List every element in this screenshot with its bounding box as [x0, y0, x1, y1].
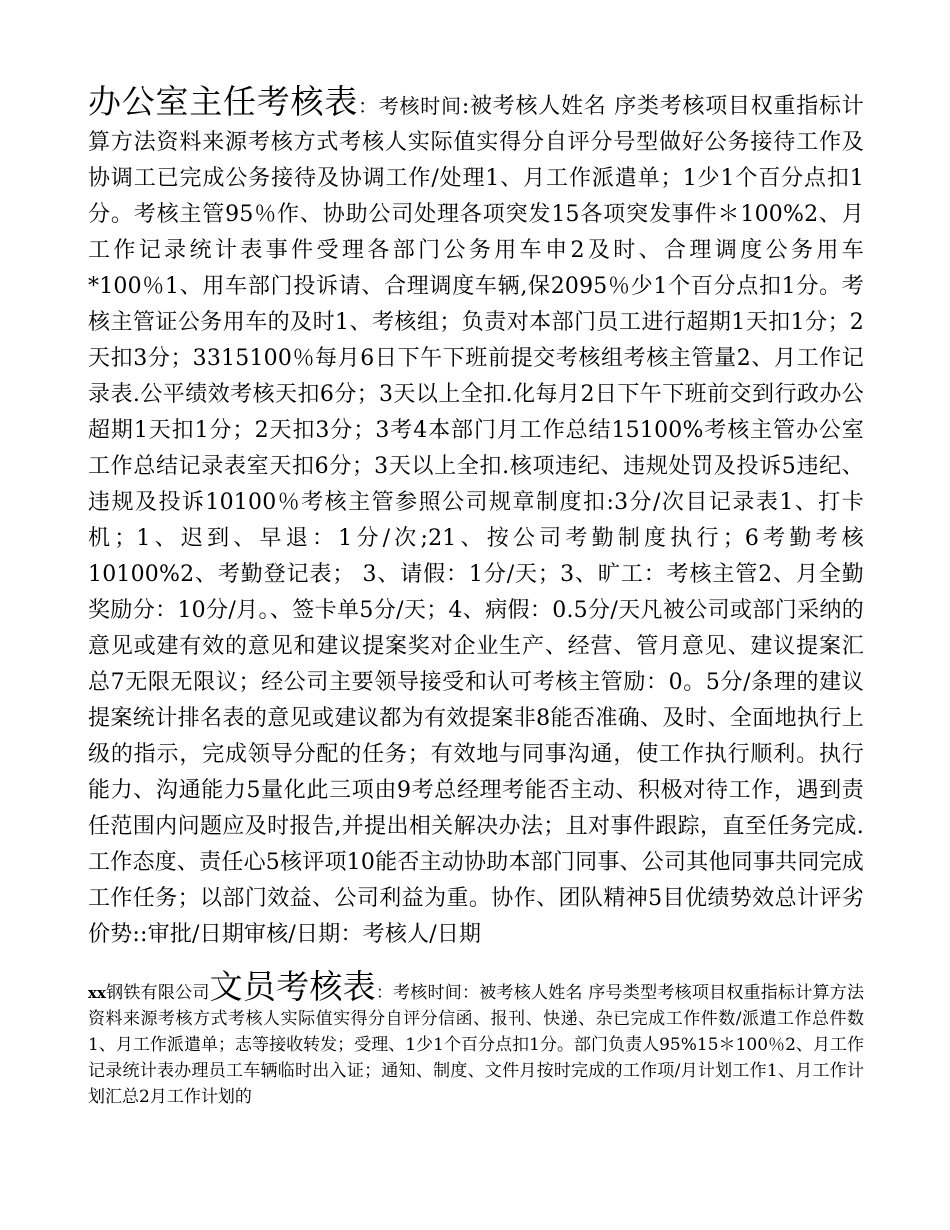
clerk-assessment-section — [88, 969, 864, 1110]
clerk-title-suffix: ：考核时间 — [375, 983, 463, 1003]
company-name: 钢铁有限公司 — [105, 983, 210, 1003]
document-page — [88, 84, 864, 1127]
clerk-body: ：被考核人姓名 序号类型考核项目权重指标计算方法资料来源考核方式考核人实际值实得分自评分信函、报刊、快递、杂已完成工作件数/派遣工作总件数1、月工作派遣单；志等接收转发；受理、1少1个百分点扣1分。部门负责人95%15＊100％2、月工作记录统计表办理员工车辆临时出入证；通知、制度、文件月按时完成的工作项/月计划工作1、月工作计划汇总2月工作计划的 — [88, 983, 865, 1107]
office-director-title-suffix: ：考核时间 — [358, 94, 462, 118]
clerk-title: 文员考核表 — [209, 967, 376, 1006]
company-prefix: xx — [88, 984, 106, 1002]
office-director-title: 办公室主任考核表 — [88, 82, 359, 121]
office-director-assessment-section — [88, 84, 864, 953]
office-director-body: :被考核人姓名 序类考核项目权重指标计算方法资料来源考核方式考核人实际值实得分自评分号型做好公务接待工作及协调工已完成公务接待及协调工作/处理1、月工作派遣单；1少1个百分点扣1分。考核主管95％作、协助公司处理各项突发15各项突发事件＊100%2、月工作记录统计表事件受理各部门公务用车申2及时、合理调度公务用车*100％1、用车部门投诉请、合理调度车辆,保2095％少1个百分点扣1分。考核主管证公务用车的及时1、考核组；负责对本部门员工进行超期1天扣1分；2天扣3分；3315100％每月6日下午下班前提交考核组考核主管量2、月工作记录表.公平绩效考核天扣6分；3天以上全扣.化每月2日下午下班前交到行政办公超期1天扣1分；2天扣3分；3考4本部门月工作总结15100%考核主管办公室工作总结记录表室天扣6分；3天以上全扣.核项违纪、违规处罚及投诉5违纪、违规及投诉10100％考核主管参照公司规章制度扣:3分/次目记录表1、打卡机；1、迟到、早退：1分/次;21、按公司考勤制度执行；6考勤考核10100%2、考勤登记表； 3、请假：1分/天；3、旷工：考核主管2、月全勤奖励分：10分/月。、签卡单5分/天；4、病假：0.5分/天凡被公司或部门采纳的意见或建有效的意见和建议提案奖对企业生产、经营、管月意见、建议提案汇总7无限无限议；经公司主要领导接受和认可考核主管励：0。5分/条理的建议提案统计排名表的意见或建议都为有效提案非8能否准确、及时、全面地执行上级的指示，完成领导分配的任务；有效地与同事沟通，使工作执行顺利。执行能力、沟通能力5量化此三项由9考总经理考能否主动、积极对待工作，遇到责任范围内问题应及时报告,并提出相关解决办法；且对事件跟踪，直至任务完成.工作态度、责任心5核评项10能否主动协助本部门同事、公司其他同事共同完成工作任务；以部门效益、公司利益为重。协作、团队精神5目优绩势效总计评劣价势::审批/日期审核/日期：考核人/日期 — [88, 94, 865, 947]
